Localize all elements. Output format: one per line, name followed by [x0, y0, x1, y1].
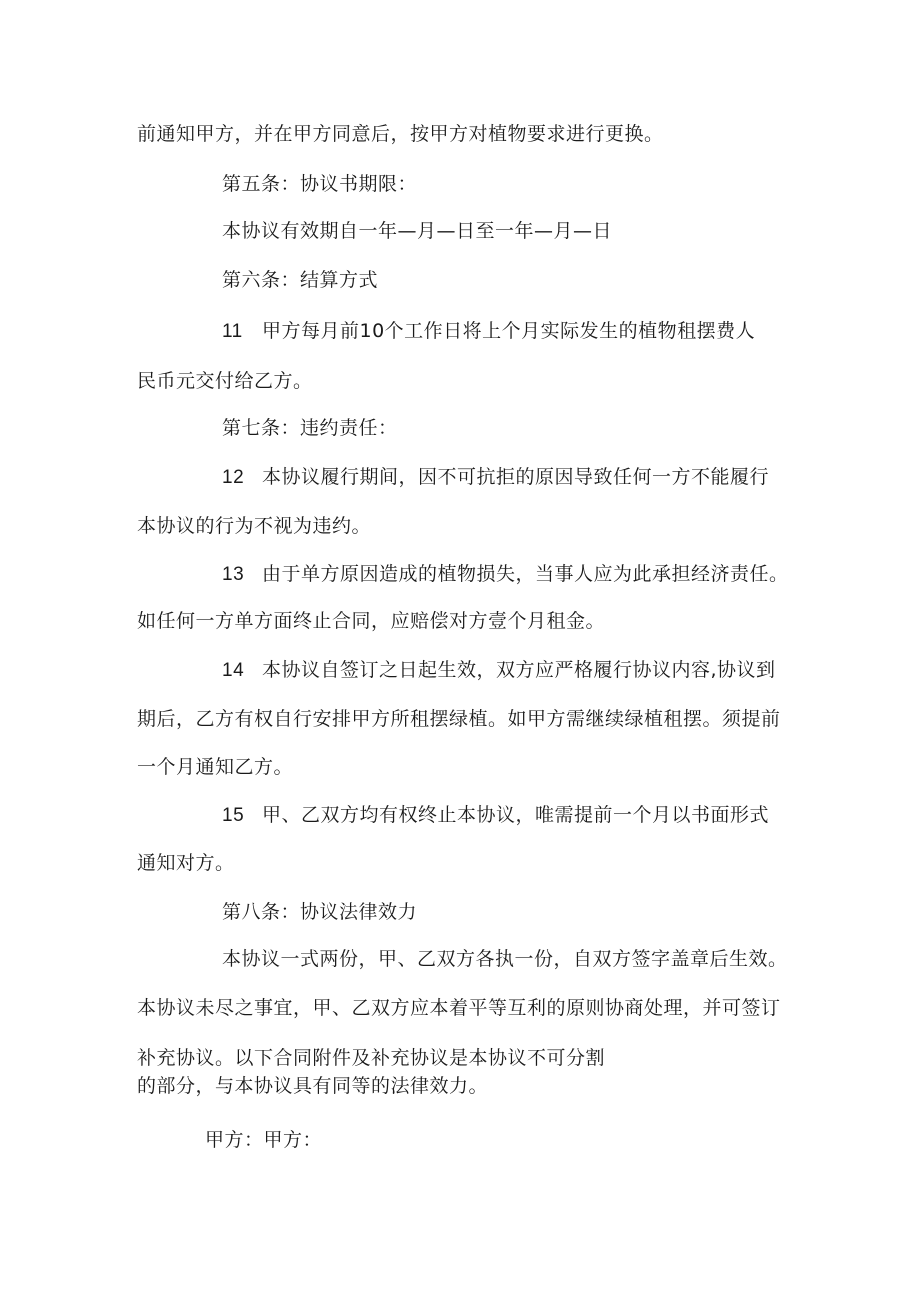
clause-number: 11 [222, 321, 243, 342]
text-line: 本协议未尽之事宜，甲、乙双方应本着平等互利的原则协商处理，并可签订 [137, 997, 781, 1019]
signature-line: 甲方：甲方： [205, 1129, 323, 1151]
clause-number: 13 [222, 564, 245, 585]
numbered-clause [222, 318, 755, 345]
clause-text: 甲方每月前10个工作日将上个月实际发生的植物租摆费人 [262, 320, 756, 342]
text-line: 期后，乙方有权自行安排甲方所租摆绿植。如甲方需继续绿植租摆。须提前 [137, 708, 781, 730]
clause-text: 本协议自签订之日起生效，双方应严格履行协议内容,协议到 [262, 659, 776, 681]
clause-number: 15 [222, 805, 245, 826]
text-line: 前通知甲方，并在甲方同意后，按甲方对植物要求进行更换。 [137, 123, 664, 145]
clause-text: 由于单方原因造成的植物损失，当事人应为此承担经济责任。 [262, 563, 789, 585]
text-line: 民币元交付给乙方。 [137, 370, 313, 392]
article-heading: 第七条：违约责任： [222, 417, 398, 439]
numbered-clause [222, 657, 776, 684]
clause-number: 12 [222, 467, 245, 488]
text-line: 本协议一式两份，甲、乙双方各执一份，自双方签字盖章后生效。 [222, 948, 788, 970]
text-line: 补充协议。以下合同附件及补充协议是本协议不可分割 [137, 1047, 606, 1069]
article-heading: 第八条：协议法律效力 [222, 901, 418, 923]
numbered-clause [222, 464, 769, 491]
article-heading: 第六条：结算方式 [222, 269, 379, 291]
text-line: 通知对方。 [137, 852, 235, 874]
text-line: 一个月通知乙方。 [137, 756, 294, 778]
clause-text: 本协议履行期间，因不可抗拒的原因导致任何一方不能履行 [262, 466, 770, 488]
clause-text: 甲、乙双方均有权终止本协议，唯需提前一个月以书面形式 [262, 804, 770, 826]
text-line: 本协议的行为不视为违约。 [137, 515, 372, 537]
article-heading: 第五条：协议书期限： [222, 173, 418, 195]
clause-number: 14 [222, 660, 245, 681]
numbered-clause [222, 802, 769, 829]
text-line: 的部分，与本协议具有同等的法律效力。 [137, 1075, 489, 1097]
numbered-clause [222, 561, 789, 588]
text-line: 如任何一方单方面终止合同，应赔偿对方壹个月租金。 [137, 610, 606, 632]
text-line: 本协议有效期自一年—月—日至一年—月—日 [222, 220, 613, 242]
